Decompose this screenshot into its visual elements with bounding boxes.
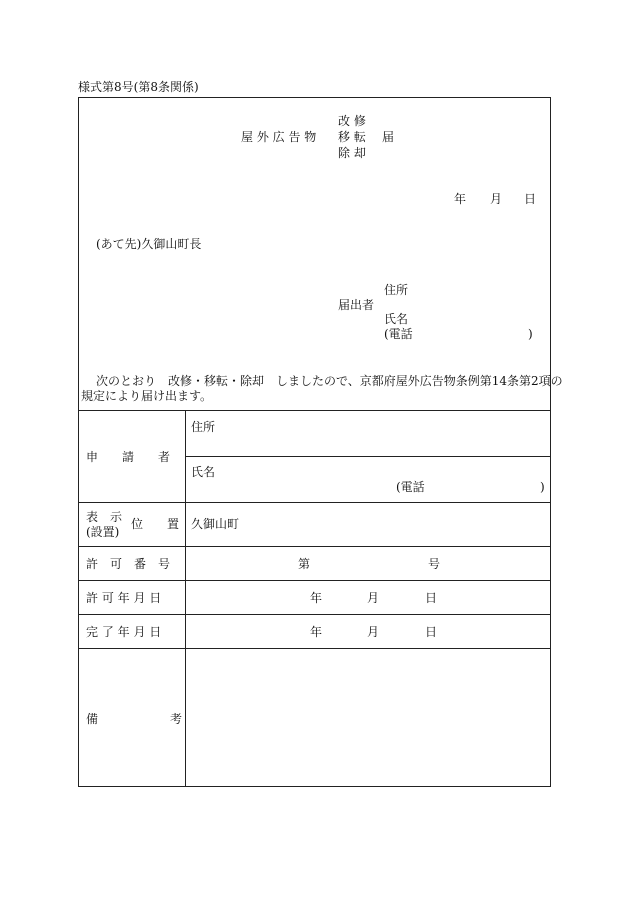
form-frame (78, 97, 551, 787)
remarks-label-end: 考 (170, 712, 183, 726)
row-divider-location (78, 502, 551, 503)
permit-date-year: 年 (310, 591, 323, 605)
title-notification: 届 (382, 130, 395, 144)
complete-date-year: 年 (310, 625, 323, 639)
permit-date-day: 日 (425, 591, 438, 605)
title-kind-repair: 改 修 (338, 114, 366, 128)
statement-line1: 次のとおり 改修・移転・除却 しましたので、京都府屋外広告物条例第14条第2項の (96, 374, 563, 388)
permit-number-label: 許 可 番 号 (86, 557, 171, 571)
complete-date-label: 完 了 年 月 日 (86, 625, 162, 639)
title-outdoor-advertisement: 屋 外 広 告 物 (241, 130, 317, 144)
form-number-label: 様式第8号(第8条関係) (78, 80, 199, 94)
permit-date-label: 許 可 年 月 日 (86, 591, 162, 605)
complete-date-month: 月 (367, 625, 380, 639)
notifier-phone-close: ) (528, 327, 533, 341)
title-kind-removal: 除 却 (338, 146, 366, 160)
row-divider-permit-number (78, 546, 551, 547)
date-year: 年 (454, 192, 467, 206)
applicant-divider (185, 456, 551, 457)
location-label-position: 位 置 (131, 517, 180, 531)
applicant-phone-open: (電話 (396, 480, 425, 494)
table-top-rule (78, 410, 551, 411)
complete-date-day: 日 (425, 625, 438, 639)
statement-line2: 規定により届け出ます。 (81, 389, 213, 403)
permit-date-month: 月 (367, 591, 380, 605)
notifier-name-label: 氏名 (384, 312, 409, 326)
applicant-phone-close: ) (540, 480, 545, 494)
location-value: 久御山町 (191, 517, 240, 531)
row-divider-remarks (78, 648, 551, 649)
date-month: 月 (490, 192, 503, 206)
applicant-address-label: 住所 (191, 420, 216, 434)
title-kind-relocation: 移 転 (338, 130, 366, 144)
row-divider-permit-date (78, 580, 551, 581)
notifier-label: 届出者 (338, 298, 375, 312)
table-column-divider (185, 410, 186, 787)
permit-number-suffix: 号 (428, 557, 441, 571)
applicant-label: 申 請 者 (86, 450, 171, 464)
notifier-address-label: 住所 (384, 283, 409, 297)
addressee: (あて先)久御山町長 (96, 237, 202, 251)
remarks-label-start: 備 (86, 712, 99, 726)
applicant-name-label: 氏名 (191, 465, 216, 479)
permit-number-prefix: 第 (298, 557, 311, 571)
notifier-phone-open: (電話 (384, 327, 413, 341)
location-label-display: 表 示 (86, 510, 123, 524)
location-label-install: (設置) (86, 525, 120, 539)
date-day: 日 (524, 192, 537, 206)
row-divider-complete-date (78, 614, 551, 615)
